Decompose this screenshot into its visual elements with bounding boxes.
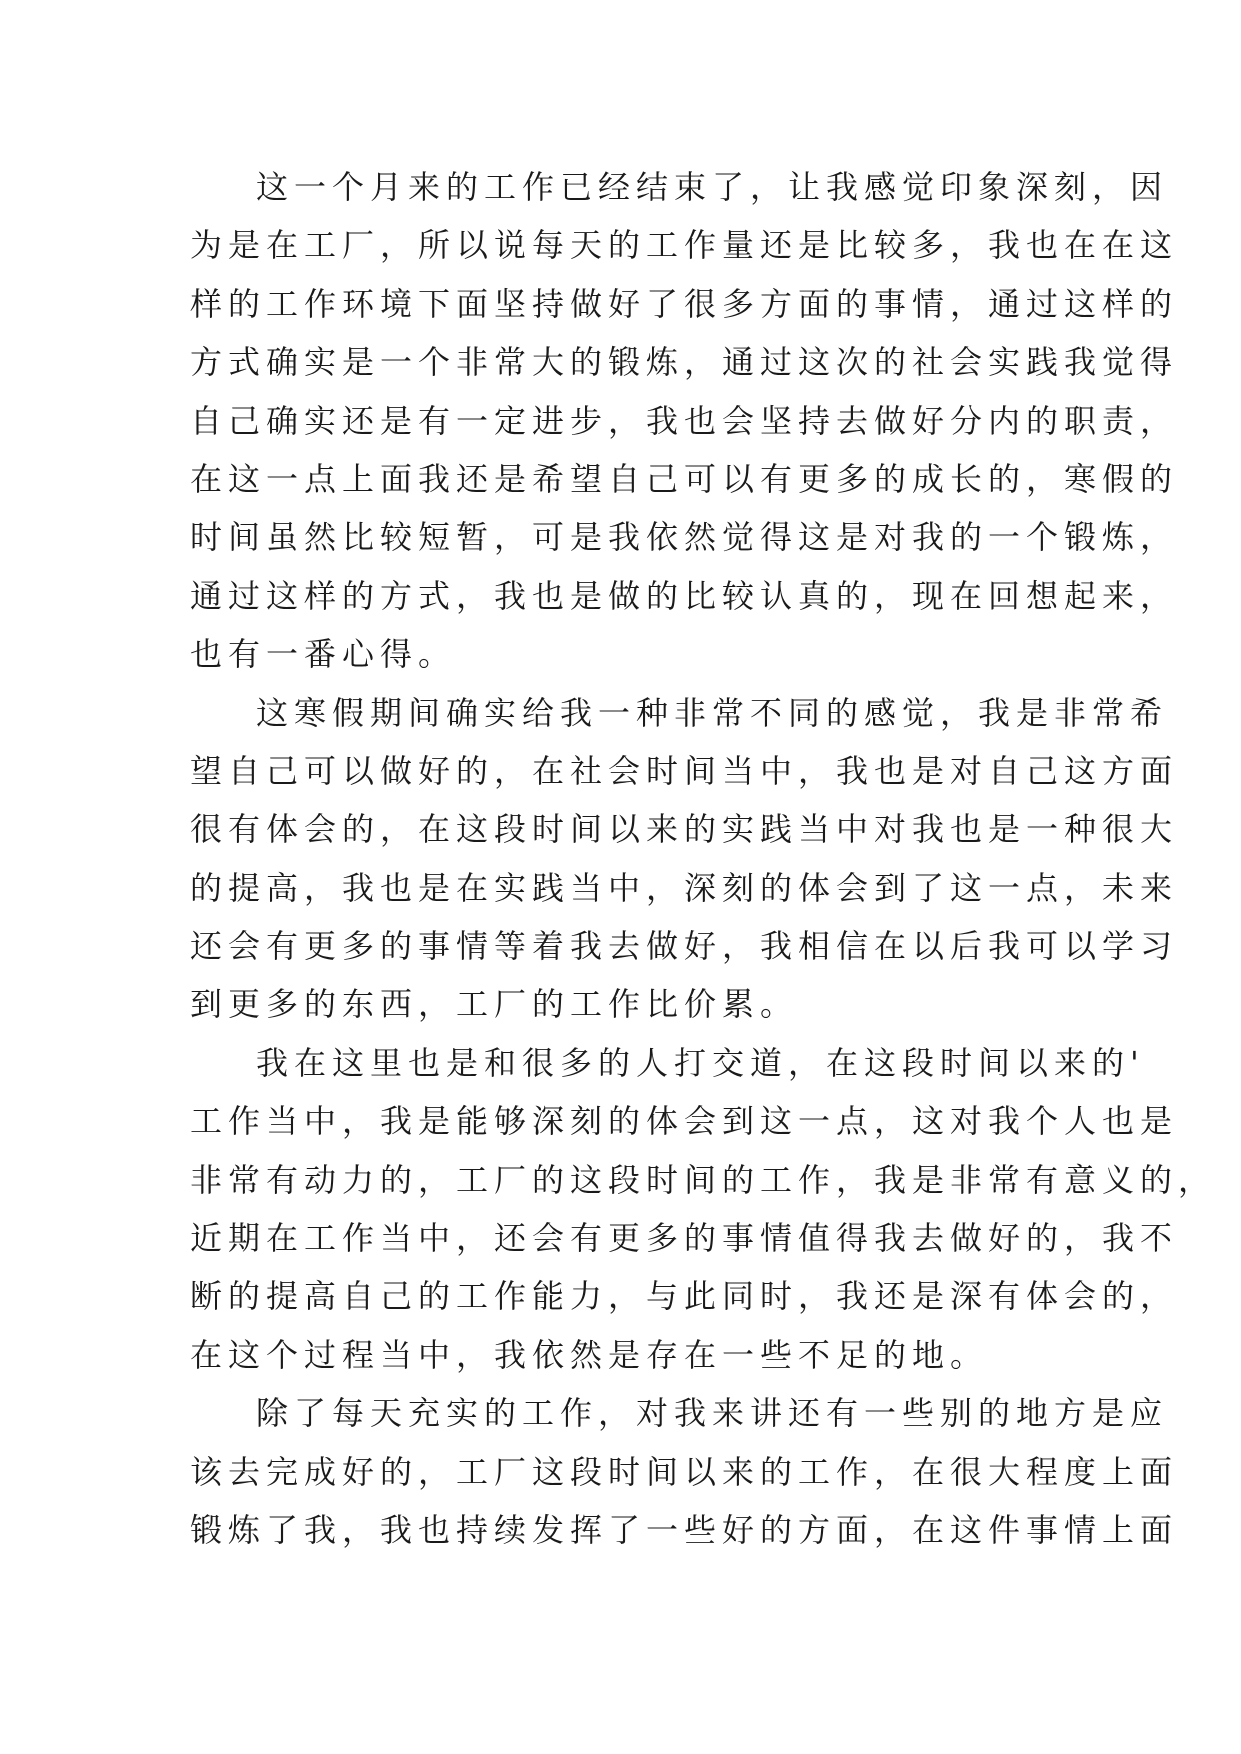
text-line: 该去完成好的，工厂这段时间以来的工作，在很大程度上面 [190, 1452, 1179, 1491]
document-body [190, 158, 1217, 1559]
text-line: 还会有更多的事情等着我去做好，我相信在以后我可以学习 [190, 927, 1179, 966]
text-line: 样的工作环境下面坚持做好了很多方面的事情，通过这样的 [190, 284, 1179, 323]
text-line: 为是在工厂，所以说每天的工作量还是比较多，我也在在这 [190, 226, 1179, 265]
paragraph-4 [190, 1384, 1179, 1559]
text-line: 这寒假期间确实给我一种非常不同的感觉，我是非常希 [256, 693, 1169, 732]
paragraph-1 [190, 158, 1179, 684]
text-line: 断的提高自己的工作能力，与此同时，我还是深有体会的， [190, 1277, 1179, 1316]
text-line: 方式确实是一个非常大的锻炼，通过这次的社会实践我觉得 [190, 343, 1179, 382]
text-line: 工作当中，我是能够深刻的体会到这一点，这对我个人也是 [190, 1102, 1179, 1141]
text-line: 我在这里也是和很多的人打交道，在这段时间以来的' [256, 1043, 1145, 1082]
text-line: 自己确实还是有一定进步，我也会坚持去做好分内的职责， [190, 401, 1179, 440]
text-line: 锻炼了我，我也持续发挥了一些好的方面，在这件事情上面 [190, 1510, 1179, 1549]
text-line: 的提高，我也是在实践当中，深刻的体会到了这一点，未来 [190, 868, 1179, 907]
text-line: 非常有动力的，工厂的这段时间的工作，我是非常有意义的， [190, 1160, 1217, 1199]
text-line: 在这一点上面我还是希望自己可以有更多的成长的，寒假的 [190, 459, 1179, 498]
text-line: 在这个过程当中，我依然是存在一些不足的地。 [190, 1335, 989, 1374]
text-line: 除了每天充实的工作，对我来讲还有一些别的地方是应 [256, 1394, 1169, 1433]
text-line: 很有体会的，在这段时间以来的实践当中对我也是一种很大 [190, 810, 1179, 849]
text-line: 近期在工作当中，还会有更多的事情值得我去做好的，我不 [190, 1219, 1179, 1258]
text-line: 到更多的东西，工厂的工作比价累。 [190, 985, 799, 1024]
text-line: 望自己可以做好的，在社会时间当中，我也是对自己这方面 [190, 751, 1179, 790]
paragraph-3 [190, 1034, 1217, 1384]
text-line: 这一个月来的工作已经结束了，让我感觉印象深刻，因 [256, 168, 1169, 206]
text-line: 时间虽然比较短暂，可是我依然觉得这是对我的一个锻炼， [190, 518, 1179, 557]
text-line: 通过这样的方式，我也是做的比较认真的，现在回想起来， [190, 576, 1179, 615]
paragraph-2 [190, 684, 1179, 1034]
text-line: 也有一番心得。 [190, 635, 457, 674]
